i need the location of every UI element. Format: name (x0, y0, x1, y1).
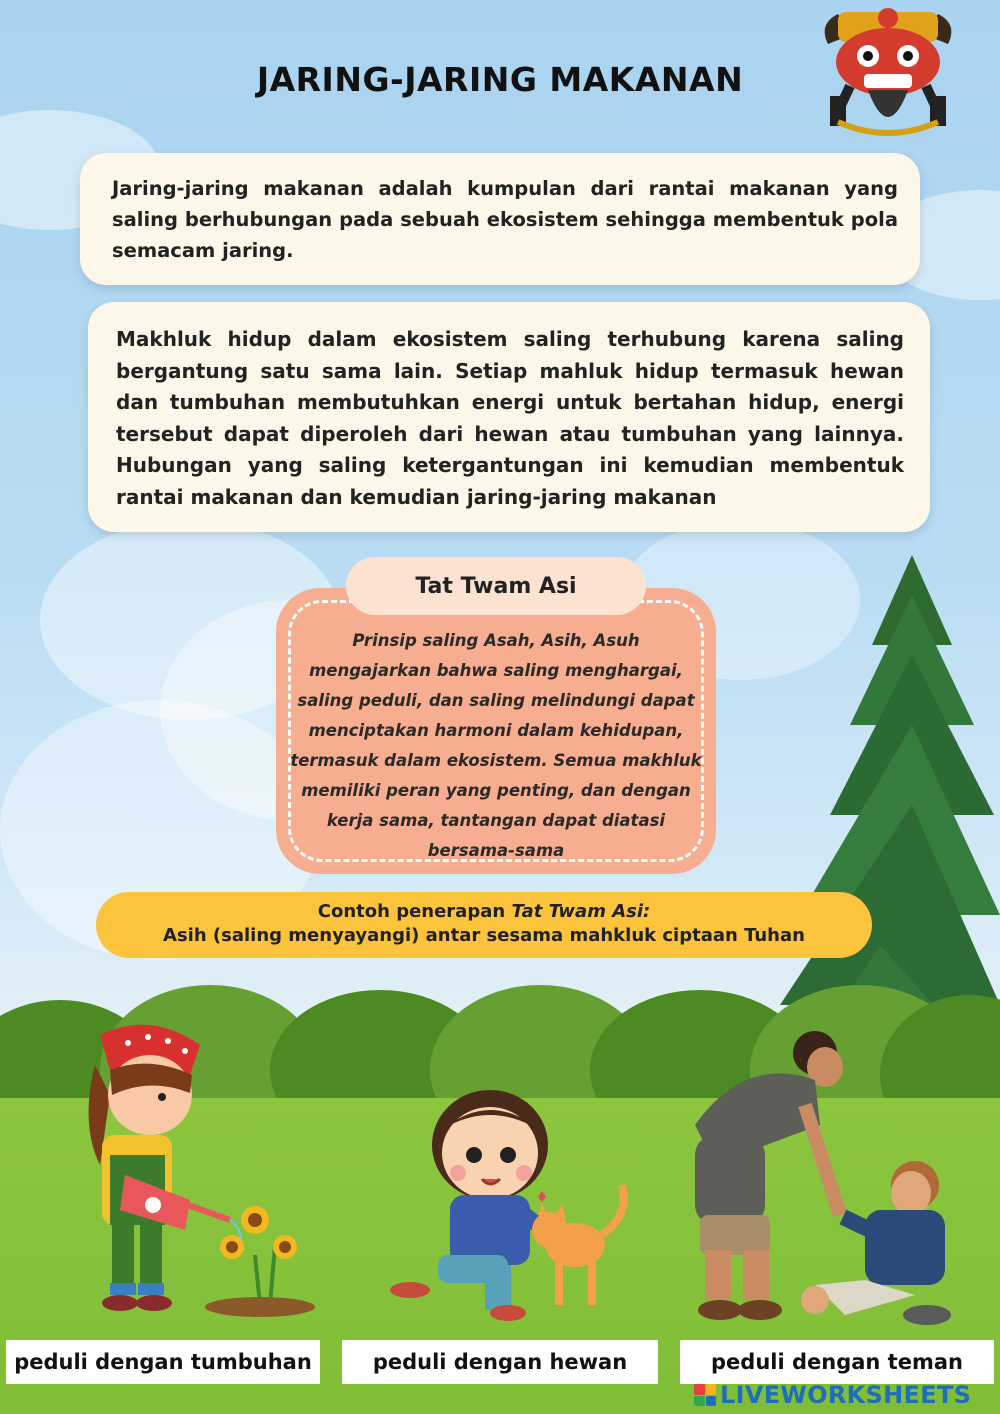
page-title: JARING-JARING MAKANAN (256, 60, 744, 99)
example-emphasis: Tat Twam Asi: (511, 901, 651, 922)
liveworksheets-logo-icon (694, 1384, 716, 1406)
explanation-text: Makhluk hidup dalam ekosistem saling terhubung karena saling bergantung satu sama lain. Setiap mahluk hidup termasuk hewan dan tumbuhan membutuhkan energi untuk bertahan hidup, energi tersebut dapat diperoleh dari hewan atau tumbuhan yang lainnya. Hubungan yang saling ketergantungan ini kemudian membentuk rantai makanan dan kemudian jaring-jaring makanan (116, 327, 904, 509)
liveworksheets-watermark (694, 1380, 971, 1410)
definition-text: Jaring-jaring makanan adalah kumpulan dari rantai makanan yang saling berhubungan pada sebuah ekosistem sehingga membentuk pola semacam jaring. (112, 177, 898, 262)
watermark-text: LIVEWORKSHEETS (720, 1381, 972, 1409)
definition-card (80, 153, 920, 285)
caption-care-friends: peduli dengan teman (680, 1340, 994, 1384)
caption-care-animals: peduli dengan hewan (342, 1340, 658, 1384)
example-line-2: Asih (saling menyayangi) antar sesama mahkluk ciptaan Tuhan (163, 925, 805, 946)
caption-care-plants: peduli dengan tumbuhan (6, 1340, 320, 1384)
example-banner (96, 892, 872, 958)
barong-mask-illustration (808, 4, 968, 144)
example-line-1 (96, 900, 872, 924)
man-helping-child-illustration (665, 1025, 995, 1330)
tat-twam-asi-title-pill (346, 557, 646, 615)
girl-with-cat-illustration (390, 1085, 650, 1325)
explanation-card (88, 302, 930, 532)
girl-watering-plant-illustration (40, 1015, 330, 1325)
tat-twam-asi-title: Tat Twam Asi (415, 573, 577, 599)
example-prefix: Contoh penerapan (317, 901, 512, 922)
tat-twam-asi-text: Prinsip saling Asah, Asih, Asuh mengajarkan bahwa saling menghargai, saling peduli, dan saling melindungi dapat menciptakan harmoni dalam kehidupan, termasuk dalam ekosistem. Semua makhluk memiliki peran yang penting, dan dengan kerja sama, tantangan dapat diatasi bersama-sama (290, 631, 702, 860)
